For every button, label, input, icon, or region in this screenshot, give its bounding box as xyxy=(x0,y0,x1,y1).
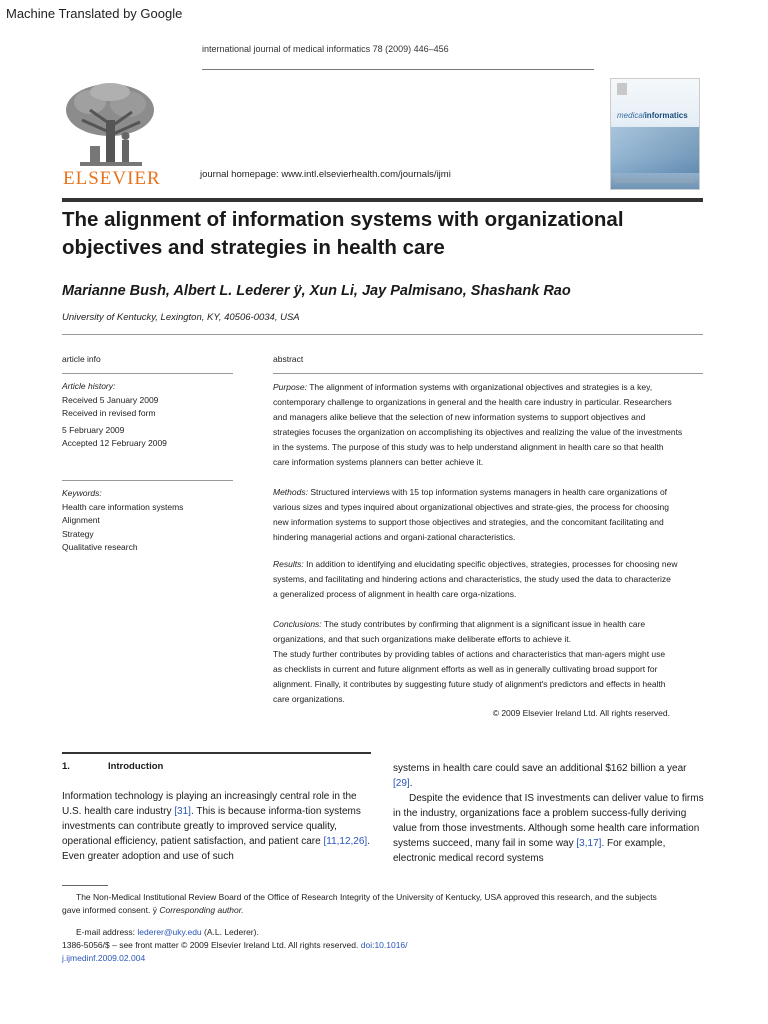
abstract-line: in the systems. The purpose of this study was to help understand alignment in health care so that health xyxy=(273,442,664,452)
abstract-line: The study further contributes by providing tables of actions and characteristics that man-agers might use xyxy=(273,649,666,659)
abstract-line: new information systems to support those objectives and strategies, and the concomitant facilitating and xyxy=(273,517,664,527)
body-line: [29]. xyxy=(393,778,413,789)
body-line: operational efficiency, patient satisfaction, and patient care [11,12,26]. xyxy=(62,836,370,847)
abstract-label: abstract xyxy=(273,354,304,364)
cover-title-part-a: medical xyxy=(617,111,645,120)
keywords-label: Keywords: xyxy=(62,488,102,498)
body-line: systems succeed, many fail in some way [3,17]. For example, xyxy=(393,838,666,849)
abstract-line: In addition to identifying and elucidating specific objectives, strategies, processes for choosing new xyxy=(303,559,678,569)
body-line: value from those investments. Although some health care information xyxy=(393,823,700,834)
cover-footer-text-bar xyxy=(615,177,695,183)
abstract-line: and managers alike believe that the selection of new information systems to support objectives and xyxy=(273,412,646,422)
keyword: Strategy xyxy=(62,528,94,539)
abstract-line: contemporary challenge to organizations in general and the health care industry in particular. Researchers xyxy=(273,397,672,407)
section-rule xyxy=(62,752,371,754)
title-line-1: The alignment of information systems with organizational xyxy=(62,208,624,231)
abstract-line: alignment. Finally, it contributes by suggesting future study of alignment's predictors and effects in health xyxy=(273,679,666,689)
body-line: systems in health care could save an additional $162 billion a year xyxy=(393,763,687,774)
intro-right-column xyxy=(393,761,713,866)
issn-line: 1386-5056/$ – see front matter © 2009 Elsevier Ireland Ltd. All rights reserved. doi:10.1016/ xyxy=(62,940,408,950)
author-list: Marianne Bush, Albert L. Lederer ÿ, Xun Li, Jay Palmisano, Shashank Rao xyxy=(62,283,571,299)
abstract-line: The study contributes by confirming that alignment is a significant issue in health care xyxy=(321,619,646,629)
email-line: E-mail address: lederer@uky.edu (A.L. Lederer). xyxy=(76,927,259,937)
email-link[interactable]: lederer@uky.edu xyxy=(137,927,202,937)
body-line: Information technology is playing an increasingly central role in the xyxy=(62,791,357,802)
abstract-rule xyxy=(273,373,703,374)
header-divider xyxy=(202,69,594,70)
abstract-line: care information systems planners can better achieve it. xyxy=(273,457,484,467)
abstract-line: a generalized process of alignment in health care orga-nizations. xyxy=(273,589,517,599)
methods-label: Methods: xyxy=(273,487,308,497)
keywords xyxy=(62,487,237,555)
footnote-irb xyxy=(62,891,722,917)
cover-title xyxy=(617,111,688,120)
publisher-wordmark: ELSEVIER xyxy=(63,168,161,189)
cover-logo-icon xyxy=(617,83,627,95)
doi-link[interactable]: doi:10.1016/ xyxy=(360,940,408,950)
abstract-line: systems, and facilitating and hindering actions and characteristics, the study used the data to characterize xyxy=(273,574,671,584)
body-line: Even greater adoption and use of such xyxy=(62,851,234,862)
abstract-conclusions xyxy=(273,617,713,707)
section-number: 1. xyxy=(62,761,70,772)
machine-translation-banner: Machine Translated by Google xyxy=(6,6,183,21)
keyword: Alignment xyxy=(62,515,100,525)
purpose-label: Purpose: xyxy=(273,382,308,392)
abstract-results xyxy=(273,557,713,602)
keywords-rule xyxy=(62,480,233,481)
journal-citation: international journal of medical informatics 78 (2009) 446–456 xyxy=(202,44,449,54)
article-title xyxy=(62,206,703,262)
title-line-2: objectives and strategies in health care xyxy=(62,236,445,259)
abstract-line: Structured interviews with 15 top information systems managers in health care organizations of xyxy=(307,487,668,497)
front-matter-divider xyxy=(62,334,703,335)
body-line: electronic medical record systems xyxy=(393,853,544,864)
affiliation: University of Kentucky, Lexington, KY, 40506-0034, USA xyxy=(62,312,300,323)
abstract-line: various sizes and types inquired about organizational objectives and strate-gies, the process for choosing xyxy=(273,502,669,512)
keyword: Qualitative research xyxy=(62,542,138,552)
title-rule xyxy=(62,198,703,202)
history-line: Accepted 12 February 2009 xyxy=(62,438,167,448)
abstract-purpose xyxy=(273,380,713,470)
citation-link[interactable]: [31] xyxy=(174,806,191,817)
article-info-rule xyxy=(62,373,233,374)
abstract-line: care organizations. xyxy=(273,694,345,704)
body-line: U.S. health care industry [31]. This is because informa-tion systems xyxy=(62,806,361,817)
abstract-line: strategies focuses the organization on accomplishing its objectives and realizing the value of the investments xyxy=(273,427,683,437)
citation-link[interactable]: [29] xyxy=(393,778,410,789)
history-line: Received 5 January 2009 xyxy=(62,394,159,405)
footnote-line: The Non-Medical Institutional Review Board of the Office of Research Integrity of the University of Kentucky, USA approved this research, and the subjects xyxy=(76,892,657,902)
results-label: Results: xyxy=(273,559,304,569)
abstract-line: as checklists in current and future alignment efforts as well as in generally cultivating broad support for xyxy=(273,664,658,674)
abstract-line: organizations, and that such organizations make deliberate efforts to achieve it. xyxy=(273,634,571,644)
article-history xyxy=(62,380,237,451)
article-info-label: article info xyxy=(62,354,101,364)
history-line: Received in revised form xyxy=(62,408,156,418)
history-label: Article history: xyxy=(62,381,116,391)
keyword: Health care information systems xyxy=(62,501,184,512)
doi-link-continued[interactable]: j.ijmedinf.2009.02.004 xyxy=(62,953,146,963)
abstract-methods xyxy=(273,485,713,545)
journal-cover xyxy=(610,78,700,190)
body-line: in the industry, organizations face a problem success-fully deriving xyxy=(393,808,687,819)
footnote-line: gave informed consent. ÿ Corresponding author. xyxy=(62,905,244,915)
cover-title-part-b: informatics xyxy=(644,111,688,120)
cover-image-band xyxy=(611,127,699,173)
footnote-contact xyxy=(62,926,722,965)
section-title: Introduction xyxy=(107,761,164,772)
section-heading xyxy=(62,761,163,772)
copyright-notice: © 2009 Elsevier Ireland Ltd. All rights reserved. xyxy=(492,708,670,718)
abstract-line: hindering managerial actions and organi-zational characteristics. xyxy=(273,532,516,542)
abstract-line: The alignment of information systems with organizational objectives and strategies is a key, xyxy=(307,382,653,392)
body-line: investments can contribute greatly to improved service quality, xyxy=(62,821,337,832)
footnote-rule xyxy=(62,885,108,886)
history-line: 5 February 2009 xyxy=(62,424,125,435)
citation-link[interactable]: [3,17] xyxy=(576,838,602,849)
conclusions-label: Conclusions: xyxy=(273,619,322,629)
journal-homepage: journal homepage: www.intl.elsevierhealth.com/journals/ijmi xyxy=(200,169,451,180)
body-line: Despite the evidence that IS investments can deliver value to firms xyxy=(409,793,704,804)
citation-link[interactable]: [11,12,26] xyxy=(323,836,368,847)
intro-left-column xyxy=(62,789,382,864)
